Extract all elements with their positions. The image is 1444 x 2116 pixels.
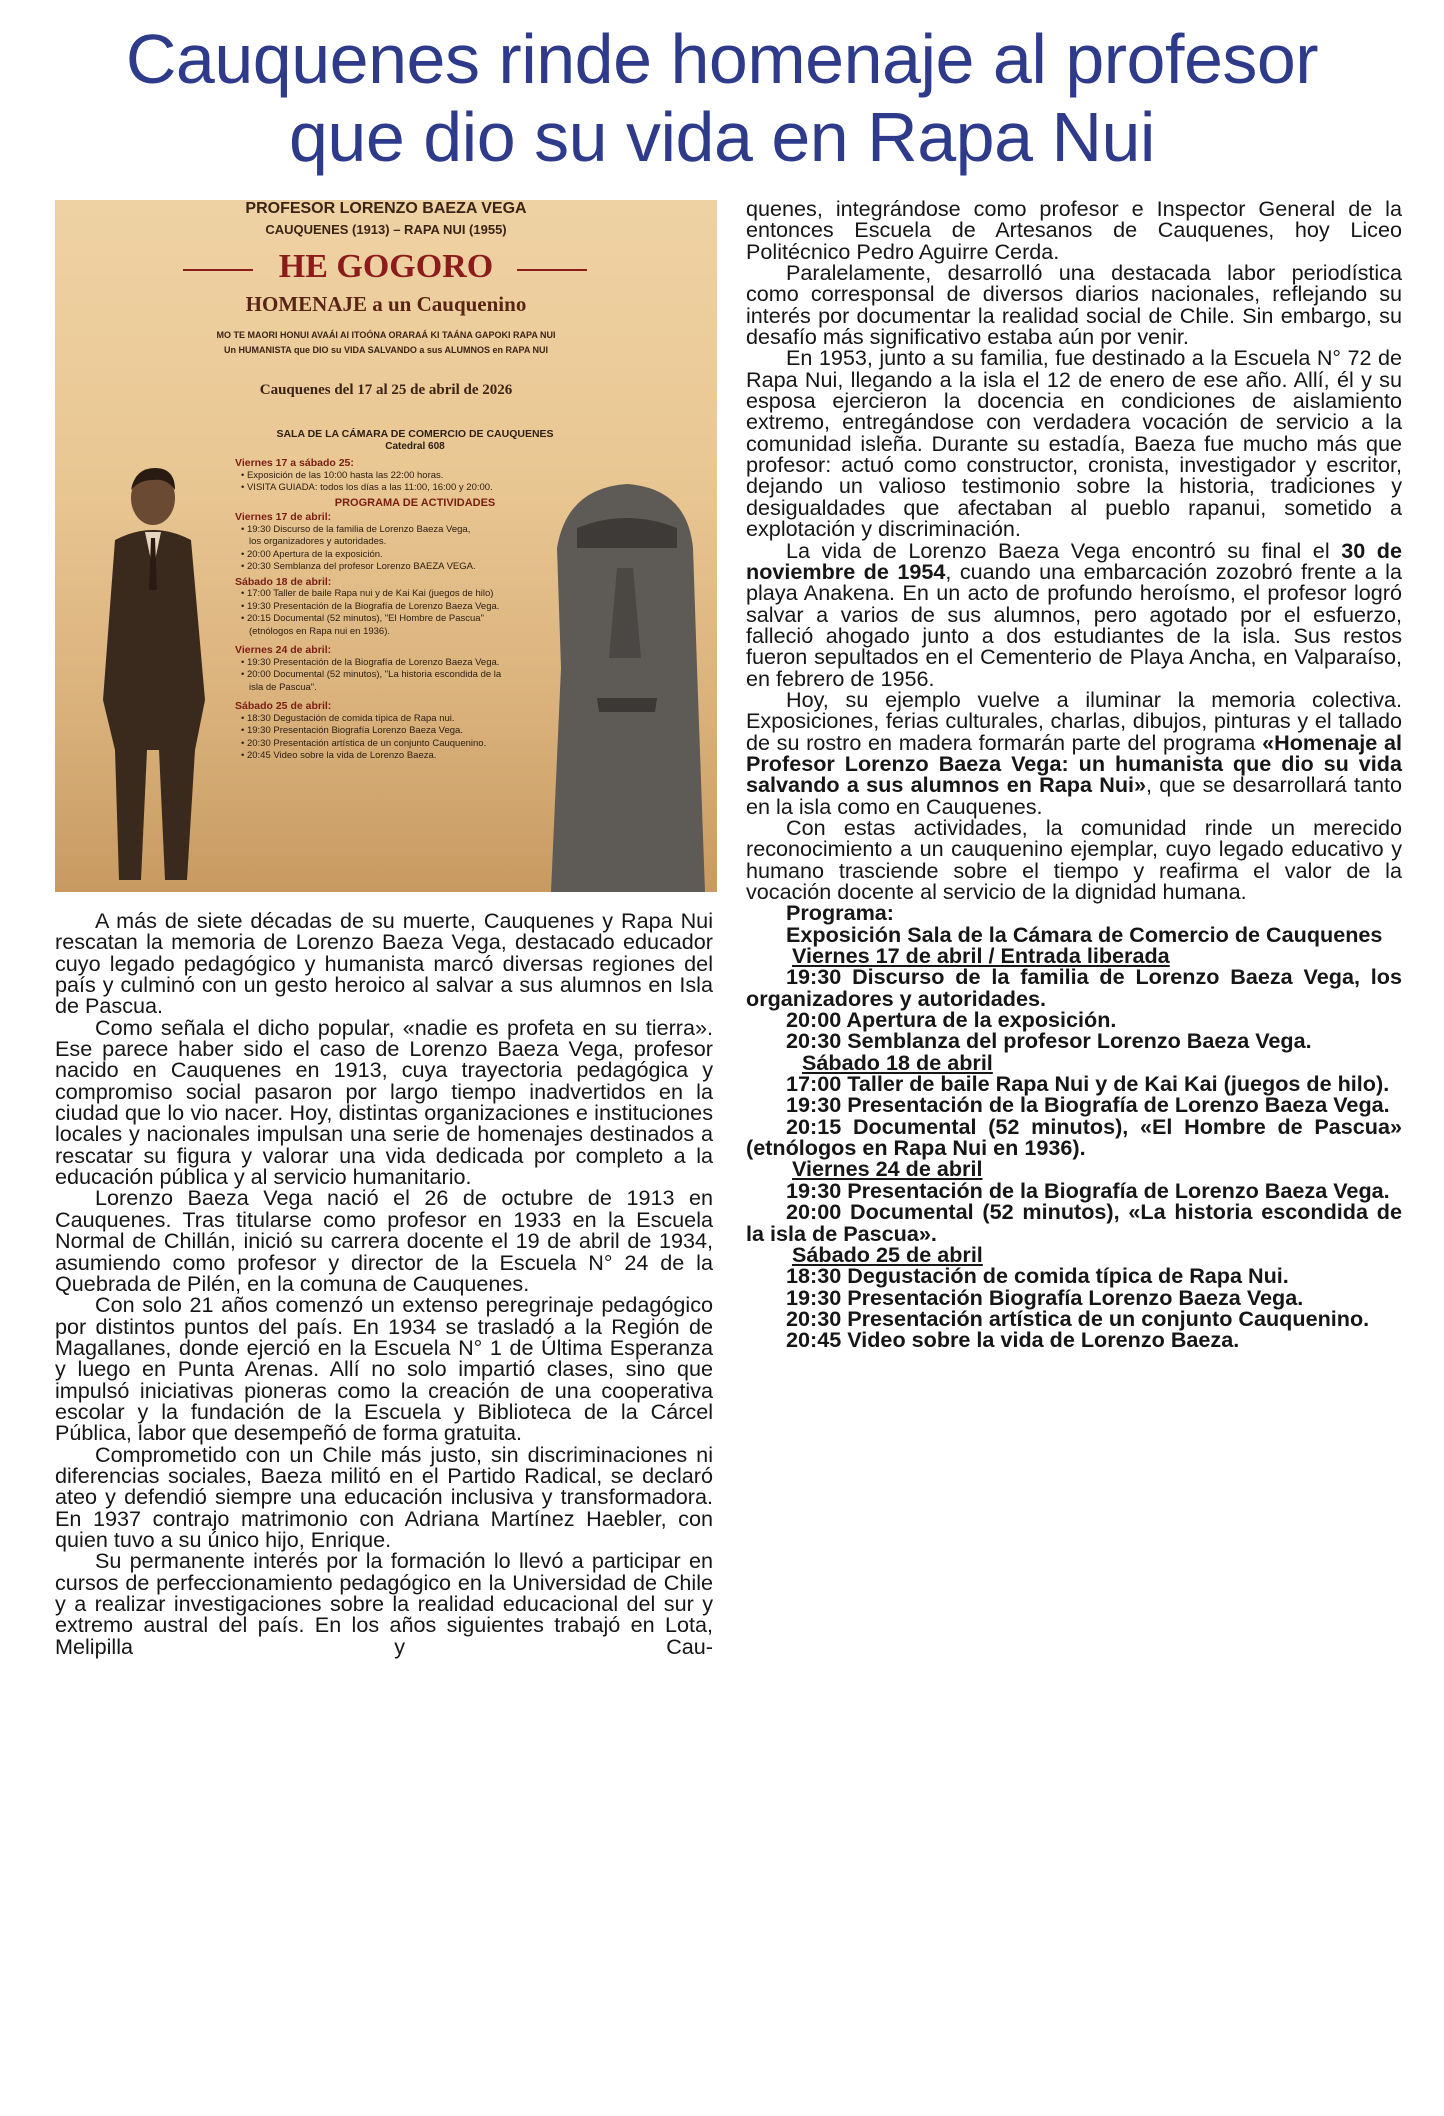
program-event: 20:30 Presentación artística de un conjunto Cauquenino. xyxy=(786,1305,1370,1331)
program-day: Sábado 25 de abril xyxy=(792,1241,983,1267)
article-column-right xyxy=(746,198,1402,1351)
text: La vida de Lorenzo Baeza Vega encontró su final el xyxy=(786,537,1342,563)
program-event: 19:30 Presentación de la Biografía de Lorenzo Baeza Vega. xyxy=(786,1177,1390,1203)
poster-years: CAUQUENES (1913) – RAPA NUI (1955) xyxy=(265,222,507,237)
program-event: 19:30 Presentación Biografía Lorenzo Baeza Vega. xyxy=(786,1284,1304,1310)
poster-item: • 17:00 Taller de baile Rapa nui y de Kai Kai (juegos de hilo) xyxy=(241,588,494,599)
poster-item: • 20:15 Documental (52 minutos), "El Hombre de Pascua" xyxy=(241,613,484,624)
paragraph xyxy=(746,537,1402,691)
poster-day: Viernes 17 de abril: xyxy=(235,511,332,523)
program-event: 17:00 Taller de baile Rapa Nui y de Kai Kai (juegos de hilo). xyxy=(786,1071,1390,1097)
poster-item: (etnólogos en Rapa nui en 1936). xyxy=(249,625,391,637)
poster-day: Sábado 25 de abril: xyxy=(235,700,332,712)
program-venue: Exposición Sala de la Cámara de Comercio de Cauquenes xyxy=(786,921,1383,947)
poster-item: isla de Pascua". xyxy=(249,681,317,693)
poster-venue: SALA DE LA CÁMARA DE COMERCIO DE CAUQUENES xyxy=(276,428,554,440)
poster-item: • 18:30 Degustación de comida típica de Rapa nui. xyxy=(241,712,455,724)
paragraph: Su permanente interés por la formación lo llevó a participar en cursos de perfeccionamiento pedagógico en la Universidad de Chile y a realizar investigaciones sobre la realidad educacional del sur y extremo austral del país. En los años siguientes trabajó en Lota, Melipilla y Cau- xyxy=(55,1548,713,1659)
poster-motto-rapanui: MO TE MAORI HONUI AVAÁI AI ITOÓNA ORARAÁ KI TAÁNA GAPOKI RAPA NUI xyxy=(216,330,556,340)
poster-item: los organizadores y autoridades. xyxy=(249,536,387,547)
text: , cuando una embarcación zozobró frente a la playa Anakena. En un acto de profundo heroísmo, el profesor logró salvar a varios de sus alumnos, pero agotado por el esfuerzo, falleció ahogado junto a dos estudiantes de la isla. Sus restos fueron sepultados en el Cementerio de Playa Ancha, en Valparaíso, en febrero de 1956. xyxy=(746,558,1402,691)
poster-item: • Exposición de las 10:00 hasta las 22:00 horas. xyxy=(241,469,444,481)
paragraph: Con solo 21 años comenzó un extenso peregrinaje pedagógico por distintos puntos del país. En 1934 se trasladó a la Región de Magallanes, donde ejerció en la Escuela N° 1 de Última Esperanza y luego en Punta Arenas. Allí no solo impartió clases, sino que impulsó iniciativas pioneras como la creación de una cooperativa escolar y la fundación de la Escuela y Biblioteca de la Cárcel Pública, labor que desempeñó de forma gratuita. xyxy=(55,1292,713,1446)
program-event: 19:30 Discurso de la familia de Lorenzo Baeza Vega, los organizadores y autoridades. xyxy=(746,964,1402,1011)
program-event: 19:30 Presentación de la Biografía de Lorenzo Baeza Vega. xyxy=(786,1092,1390,1118)
poster-homenaje: HOMENAJE a un Cauquenino xyxy=(245,292,527,316)
poster-program-title: PROGRAMA DE ACTIVIDADES xyxy=(334,496,496,509)
headline-line2: que dio su vida en Rapa Nui xyxy=(289,98,1155,176)
poster-day: Viernes 24 de abril: xyxy=(235,644,332,656)
text: Hoy, su ejemplo vuelve a iluminar la memoria colectiva. Exposiciones, ferias culturales, charlas, dibujos, pinturas y el tallado de su rostro en madera formarán parte del programa xyxy=(746,686,1402,755)
poster-motto-spanish: Un HUMANISTA que DIO su VIDA SALVANDO a sus ALUMNOS en RAPA NUI xyxy=(223,345,548,355)
program-event: 18:30 Degustación de comida típica de Rapa Nui. xyxy=(786,1263,1289,1289)
program-day: Sábado 18 de abril xyxy=(802,1049,993,1075)
poster-item: • 20:30 Presentación artística de un conjunto Cauquenino. xyxy=(241,737,487,749)
poster-item: • 19:30 Presentación de la Biografía de Lorenzo Baeza Vega. xyxy=(241,600,500,612)
event-poster xyxy=(55,200,717,892)
poster-exhibition-range: Viernes 17 a sábado 25: xyxy=(235,457,354,469)
program-event: 20:45 Video sobre la vida de Lorenzo Baeza. xyxy=(786,1327,1240,1353)
poster-item: • 19:30 Presentación Biografía Lorenzo Baeza Vega. xyxy=(241,725,463,736)
headline xyxy=(0,20,1444,176)
paragraph: A más de siete décadas de su muerte, Cauquenes y Rapa Nui rescatan la memoria de Lorenzo Baeza Vega, destacado educador cuyo legado pedagógico y humanista marcó diversas regiones del país y culminó con un gesto heroico al salvar a sus alumnos en Isla de Pascua. xyxy=(55,908,713,1019)
program-event: 20:15 Documental (52 minutos), «El Hombre de Pascua» (etnólogos en Rapa Nui en 1936). xyxy=(746,1113,1402,1161)
poster-item: • 19:30 Presentación de la Biografía de Lorenzo Baeza Vega. xyxy=(241,656,500,668)
poster-day: Sábado 18 de abril: xyxy=(235,575,332,588)
poster-program-box xyxy=(235,428,595,763)
professor-portrait xyxy=(75,450,225,890)
program-day: Viernes 24 de abril xyxy=(792,1156,983,1182)
poster-name: PROFESOR LORENZO BAEZA VEGA xyxy=(245,200,527,217)
date-highlight: 30 de noviembre de 1954 xyxy=(746,537,1402,584)
program-event: 20:00 Documental (52 minutos), «La historia escondida de la isla de Pascua». xyxy=(746,1199,1402,1246)
paragraph: En 1953, junto a su familia, fue destinado a la Escuela N° 72 de Rapa Nui, llegando a la isla el 12 de enero de ese año. Allí, él y su esposa ejercieron la docencia en condiciones de aislamiento extremo, entregándose con verdadera vocación de servicio a la comunidad isleña. Durante su estadía, Baeza fue mucho más que profesor: actuó como constructor, cronista, investigador y escritor, dejando un valioso testimonio sobre la historia, tradiciones y desigualdades que afectaban al pueblo rapanui, sometido a explotación y discriminación. xyxy=(746,345,1402,542)
program-heading: Programa: xyxy=(786,900,895,926)
article-column-left xyxy=(55,910,713,1657)
poster-item: • VISITA GUIADA: todos los días a las 11:00, 16:00 y 20:00. xyxy=(241,482,493,493)
program-day: Viernes 17 de abril / Entrada liberada xyxy=(792,943,1170,969)
paragraph: Con estas actividades, la comunidad rinde un merecido reconocimiento a un cauquenino ejemplar, cuyo legado educativo y humano trasciende sobre el tiempo y reafirma el valor de la vocación docente al servicio de la dignidad humana. xyxy=(746,814,1402,904)
headline-line1: Cauquenes rinde homenaje al profesor xyxy=(125,20,1319,98)
poster-item: • 20:00 Documental (52 minutos), "La historia escondida de la xyxy=(241,669,502,680)
text: , que se desarrollará tanto en la isla como en Cauquenes. xyxy=(746,772,1402,819)
poster-he-gogoro: HE GOGORO xyxy=(278,248,494,285)
program-name: «Homenaje al Profesor Lorenzo Baeza Vega: un humanista que dio su vida salvando a sus alumnos en Rapa Nui» xyxy=(746,729,1402,798)
poster-item: • 20:45 Video sobre la vida de Lorenzo Baeza. xyxy=(241,750,437,761)
program-event: 20:30 Semblanza del profesor Lorenzo Baeza Vega. xyxy=(786,1028,1312,1054)
poster-item: • 19:30 Discurso de la familia de Lorenzo Baeza Vega, xyxy=(241,523,471,535)
paragraph: Comprometido con un Chile más justo, sin discriminaciones ni diferencias sociales, Baeza militó en el Partido Radical, se declaró ateo y defendió siempre una educación inclusiva y transformadora. En 1937 contrajo matrimonio con Adriana Martínez Haebler, con quien tuvo a su único hijo, Enrique. xyxy=(55,1441,713,1552)
paragraph: Lorenzo Baeza Vega nació el 26 de octubre de 1913 en Cauquenes. Tras titularse como profesor en 1933 en la Escuela Normal de Chillán, inició su carrera docente el 19 de abril de 1934, asumiendo como profesor y director de la Escuela N° 24 de la Quebrada de Pilén, en la comuna de Cauquenes. xyxy=(55,1185,713,1296)
program-event: 20:00 Apertura de la exposición. xyxy=(786,1007,1117,1033)
poster-item: • 20:00 Apertura de la exposición. xyxy=(241,548,383,560)
paragraph: Paralelamente, desarrolló una destacada labor periodística como corresponsal de diversos diarios nacionales, reflejando su interés por documentar la realidad social de Chile. Sin embargo, su desafío más significativo estaba aún por venir. xyxy=(746,260,1402,350)
paragraph: Como señala el dicho popular, «nadie es profeta en su tierra». Ese parece haber sido el caso de Lorenzo Baeza Vega, profesor nacido en Cauquenes en 1913, cuya trayectoria pedagógica y compromiso social pasaron por largo tiempo inadvertidos en la ciudad que lo vio nacer. Hoy, distintas organizaciones e instituciones locales y nacionales impulsan una serie de homenajes destinados a rescatar su figura y valorar una vida dedicada por completo a la educación pública y al servicio humanitario. xyxy=(55,1014,713,1190)
paragraph: quenes, integrándose como profesor e Inspector General de la entonces Escuela de Artesanos de Cauquenes, hoy Liceo Politécnico Pedro Aguirre Cerda. xyxy=(746,196,1402,264)
paragraph xyxy=(746,686,1402,819)
poster-item: • 20:30 Semblanza del profesor Lorenzo BAEZA VEGA. xyxy=(241,561,476,572)
poster-address: Catedral 608 xyxy=(385,440,445,452)
poster-dates: Cauquenes del 17 al 25 de abril de 2026 xyxy=(259,382,513,398)
